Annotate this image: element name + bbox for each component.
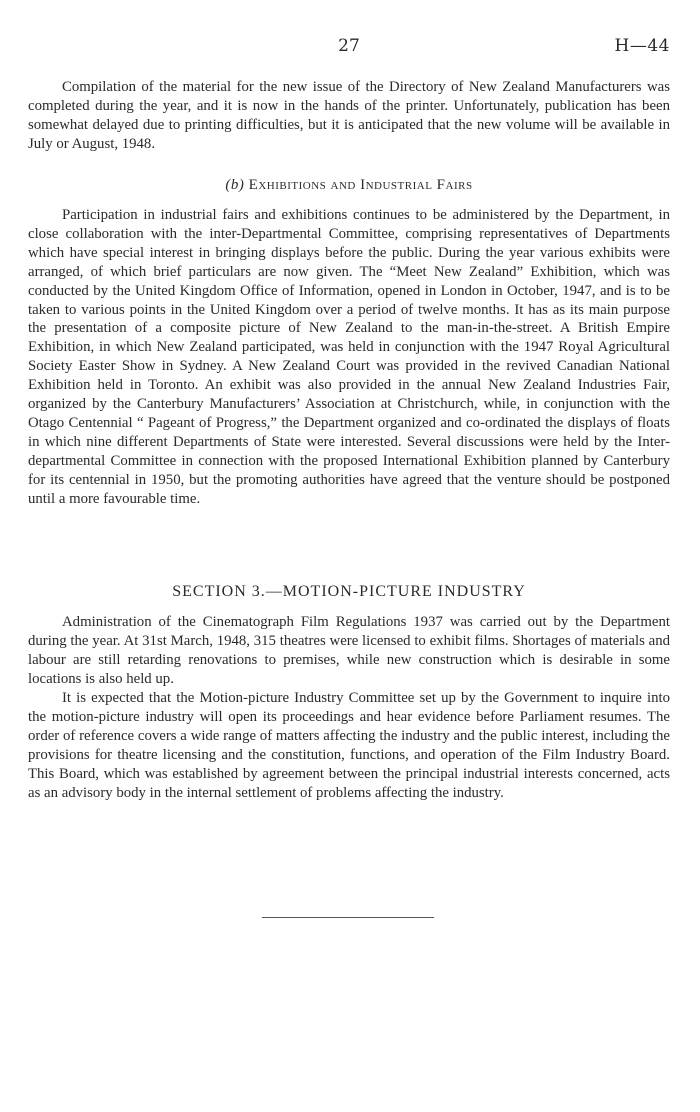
section-heading: SECTION 3.—MOTION-PICTURE INDUSTRY [172,583,526,600]
paragraph-film-regulations: Administration of the Cinematograph Film Regulations 1937 was carried out by the Department during the year. At 31st March, 1948, 315 theatres were licensed to exhibit films. Shortages of materials and labour are still retarding renovations to premises, while new construction which is desirable in some locations is also held up. [28,614,670,687]
subsection-title: Exhibitions and Industrial Fairs [248,177,473,193]
subsection-heading [28,177,670,194]
page-header [28,36,670,60]
paragraph-directory: Compilation of the material for the new issue of the Directory of New Zealand Manufacturers was completed during the year, and it is now in the hands of the printer. Unfortunately, publication has been somewhat delayed due to printing difficulties, but it is anticipated that the new volume will be available in July or August, 1948. [28,79,670,152]
page-number: 27 [338,36,360,56]
subsection-label: (b) [225,177,245,193]
paragraph-exhibitions: Participation in industrial fairs and exhibitions continues to be administered by the Department, in close collaboration with the inter-Departmental Committee, comprising representatives of Departments which have special interest in bringing displays before the public. During the year various exhibits were arranged, of which brief particulars are now given. The “Meet New Zealand” Exhibition, which was conducted by the United Kingdom Office of Information, opened in London in October, 1947, and is to be taken to various points in the United Kingdom over a period of twelve months. It has as its main purpose the presentation of a composite picture of New Zealand to the man-in-the-street. A British Empire Exhibition, in which New Zealand participated, was held in conjunction with the 1947 Royal Agricultural Society Easter Show in Sydney. A New Zealand Court was provided in the revived Canadian National Exhibition held in Toronto. An exhibit was also provided in the annual New Zealand Industries Fair, organized by the Canterbury Manufacturers’ Association at Christchurch, while, in conjunction with the Otago Centennial “ Pageant of Progress,” the Department organized and co-ordinated the displays of floats in which nine different Departments of State were interested. Several discussions were held by the Inter-departmental Committee in connection with the proposed International Exhibition planned by Canterbury for its centennial in 1950, but the promoting authorities have agreed that the venture should be postponed until a more favourable time. [28,207,670,507]
document-reference: H—44 [614,36,670,56]
closing-rule [262,917,434,918]
document-page [28,0,670,1112]
paragraph-committee: It is expected that the Motion-picture Industry Committee set up by the Government to inquire into the motion-picture industry will open its proceedings and hear evidence before Parliament resumes. The order of reference covers a wide range of matters affecting the industry and the public interest, including the provisions for theatre licensing and the constitution, functions, and operation of the Film Industry Board. This Board, which was established by agreement between the principal industrial interests concerned, acts as an advisory body in the internal settlement of problems affecting the industry. [28,690,670,801]
